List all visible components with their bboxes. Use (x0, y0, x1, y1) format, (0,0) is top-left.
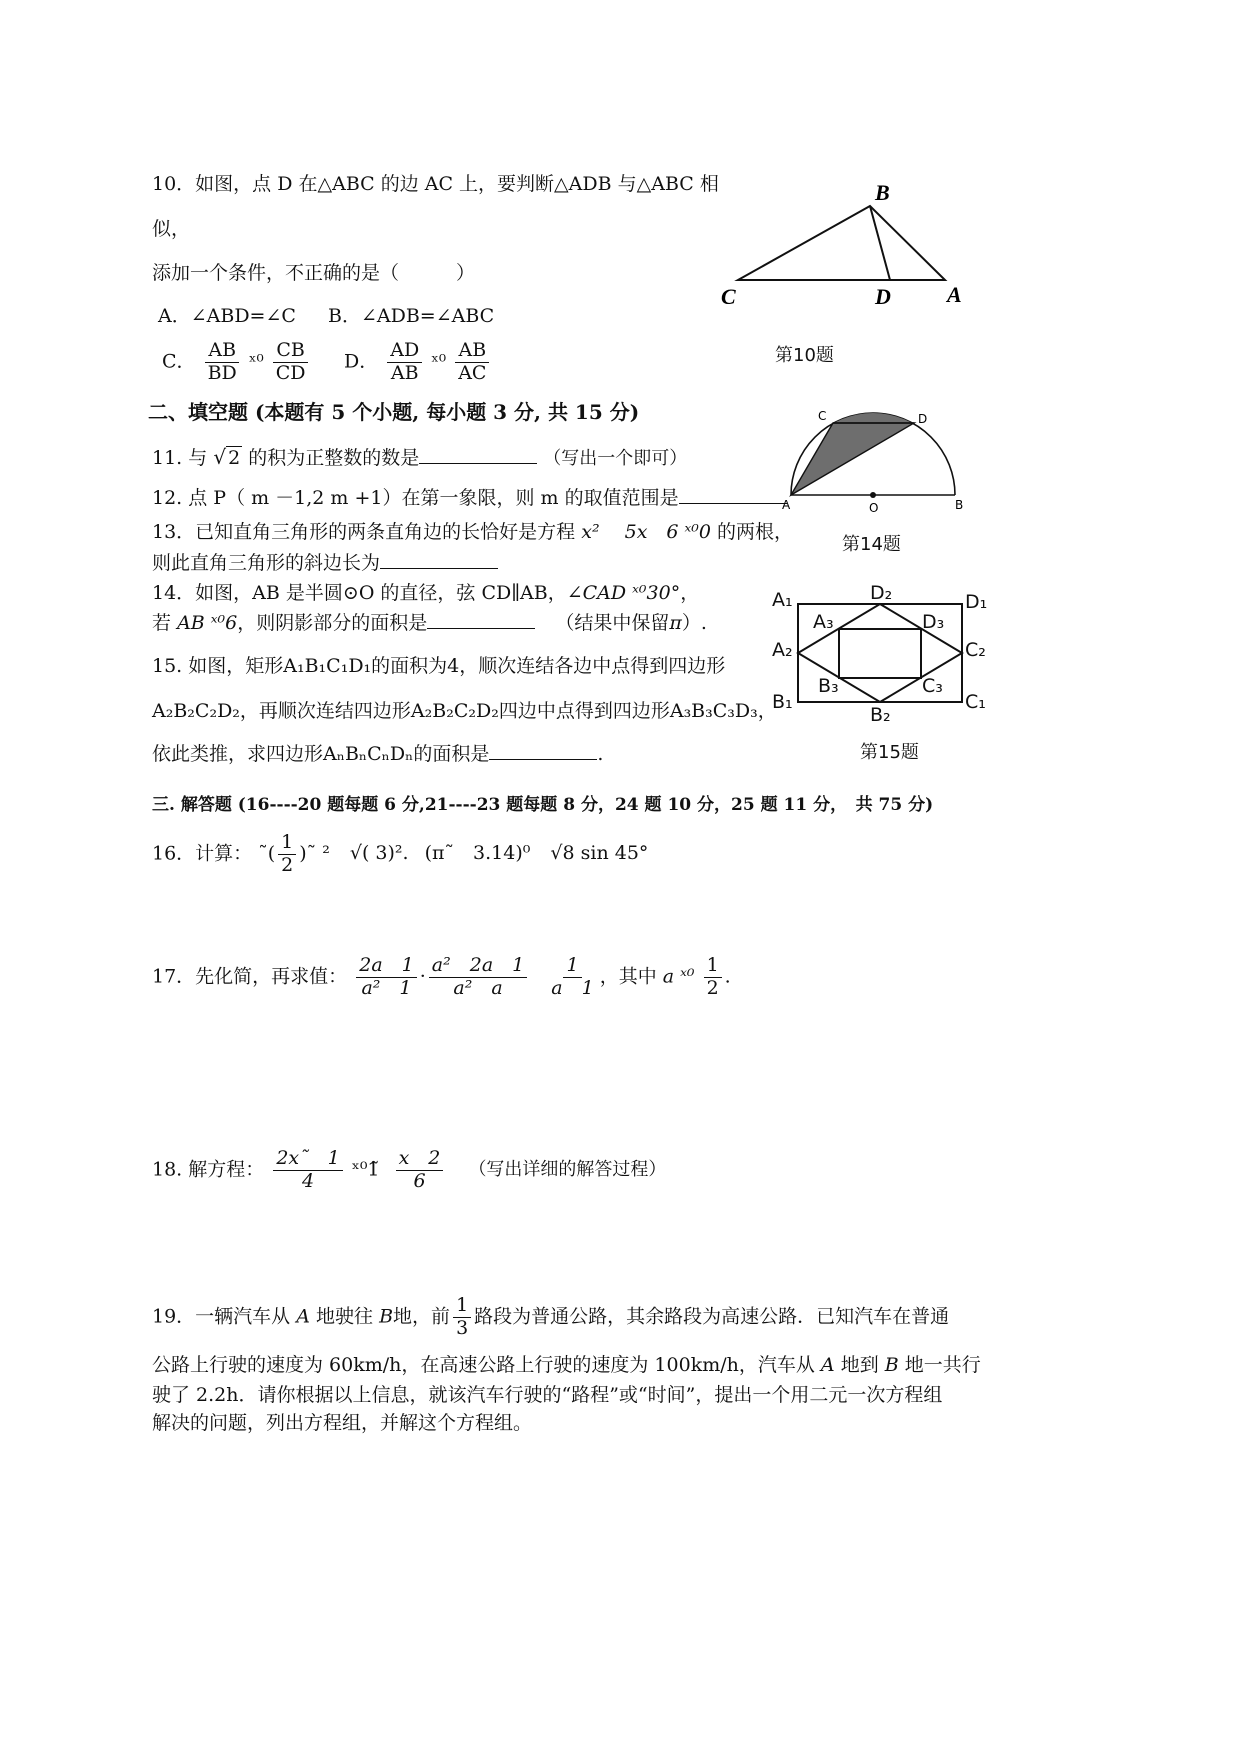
q17 (152, 955, 731, 1000)
label-a: A (782, 498, 791, 512)
q19-line3: 驶了 2.2h．请你根据以上信息，就该汽车行驶的“路程”或“时间”，提出一个用二元一次方程组 (152, 1384, 943, 1406)
label-b: B (875, 180, 890, 205)
q19-text-6: 地到 (840, 1354, 879, 1376)
q10-option-a: A．∠ABD=∠C (158, 305, 296, 327)
fraction: $\frac{1}{a 1}$ (551, 954, 594, 999)
label-d: D (918, 412, 928, 426)
q11: 11. 与 √ 2 的积为正整数的数是 （写出一个即可） (152, 445, 688, 469)
q19-line4: 解决的问题，列出方程组，并解这个方程组。 (152, 1412, 533, 1434)
q10-caption: 第10题 (775, 345, 834, 366)
q16-term-b: )˜ ² (299, 842, 330, 865)
section-3-title: 三. 解答题 (16----20 题每题 6 分,21----23 题每题 8 分，24 题 10 分，25 题 11 分， 共 75 分) (152, 795, 934, 815)
q14-line1 (152, 582, 699, 606)
q13-line2-text: 则此直角三角形的斜边长为 (152, 552, 381, 574)
q18-mid: ˣ⁰1̃ (351, 1158, 380, 1181)
q13-line1 (152, 521, 793, 545)
fraction: $\frac{AB}{BD}$ (205, 340, 240, 385)
q16 (152, 832, 648, 877)
q18-label: 18. 解方程： (152, 1158, 265, 1181)
fraction: $\frac{1}{2}$ (278, 832, 296, 877)
q10-option-b: B．∠ADB=∠ABC (328, 305, 495, 327)
q16-term-d: (π˜ 3.14)⁰ (424, 842, 531, 865)
q10-line3: 添加一个条件，不正确的是（ ） (152, 262, 476, 284)
q19-text-5: 公路上行驶的速度为 60km/h，在高速公路上行驶的速度为 100km/h，汽车从 (152, 1354, 815, 1376)
q14-semicircle-figure (778, 402, 968, 517)
q13-equation: x² 5x 6 ˣ⁰0 (581, 521, 711, 543)
section-2-title: 二、填空题 (本题有 5 个小题, 每小题 3 分, 共 15 分) (148, 400, 640, 424)
fraction: $\frac{CB}{CD}$ (273, 340, 309, 385)
q14-angle: ∠CAD ˣ⁰30° (566, 582, 681, 604)
answer-blank[interactable] (427, 612, 535, 629)
answer-blank[interactable] (380, 552, 498, 569)
q13-text: 13．已知直角三角形的两条直角边的长恰好是方程 (152, 521, 576, 543)
q19-line2 (152, 1354, 981, 1378)
q10-option-c-label: C． (162, 350, 196, 373)
fraction: $\frac{2x˜ 1}{4}$ (273, 1148, 342, 1193)
label-a: A (947, 282, 962, 307)
label-c: C (818, 409, 827, 423)
comma: ， (680, 582, 700, 604)
q18 (152, 1148, 666, 1193)
pi-symbol: π (669, 612, 682, 634)
var-b: B (379, 1305, 394, 1328)
q16-term-e: √8 sin 45° (550, 842, 649, 865)
q10-option-c (162, 340, 312, 385)
var-a: A (296, 1305, 310, 1328)
q15-line1: 15. 如图，矩形A₁B₁C₁D₁的面积为4，顺次连结各边中点得到四边形 (152, 655, 726, 677)
q17-mid: ，其中 (599, 965, 657, 988)
answer-blank[interactable] (419, 447, 537, 464)
q14-line2 (152, 612, 707, 636)
q11-radicand: 2 (228, 447, 241, 469)
q18-tail: （写出详细的解答过程） (468, 1159, 667, 1181)
q14-note-end: ）. (681, 612, 707, 634)
equals-symbol: ˣ⁰ (248, 351, 264, 373)
answer-blank[interactable] (489, 743, 597, 760)
dot-operator: · (419, 965, 426, 988)
q16-term-a: ˜( (258, 842, 276, 865)
fraction: $\frac{AD}{AB}$ (387, 340, 422, 385)
label-d: D (875, 284, 891, 309)
q19-text-2: 地驶往 (316, 1305, 374, 1328)
fraction: $\frac{1}{3}$ (453, 1295, 471, 1340)
q12 (152, 487, 787, 511)
q15-rectangles-figure (768, 580, 996, 730)
fraction: $\frac{x 2}{6}$ (396, 1148, 444, 1193)
q19-text-3: 地，前 (393, 1305, 451, 1328)
equals-symbol: ˣ⁰ (431, 351, 447, 373)
q10-triangle-figure (715, 170, 985, 320)
q10-line1: 10．如图，点 D 在△ABC 的边 AC 上，要判断△ADB 与△ABC 相 (152, 173, 719, 195)
label-a1: A₁ (772, 589, 793, 611)
label-c3: C₃ (922, 675, 943, 697)
period: . (597, 743, 604, 765)
label-o: O (869, 501, 879, 515)
label-c: C (721, 284, 736, 309)
label-a2: A₂ (772, 639, 793, 661)
label-d1: D₁ (965, 591, 988, 613)
q10-option-d (344, 340, 492, 385)
q17-variable: a ˣ⁰ (662, 965, 695, 988)
q19-line1 (152, 1295, 949, 1340)
q15-text: 依此类推，求四边形AₙBₙCₙDₙ的面积是 (152, 743, 490, 765)
q14-ab-value: AB ˣ⁰6 (177, 612, 238, 634)
q13-line2 (152, 552, 498, 576)
fraction: $\frac{1}{2}$ (704, 955, 722, 1000)
fraction: $\frac{AB}{AC}$ (455, 340, 489, 385)
period: . (724, 965, 731, 988)
label-b: B (955, 498, 964, 512)
label-b3: B₃ (818, 675, 839, 697)
q11-post: 的积为正整数的数是 (248, 447, 420, 469)
var-b: B (884, 1354, 899, 1376)
q11-tail: （写出一个即可） (543, 448, 688, 469)
q14-text2: ，则阴影部分的面积是 (237, 612, 428, 634)
q13-tail: 的两根， (717, 521, 794, 543)
q14-caption: 第14题 (842, 534, 901, 555)
q19-text-7: 地一共行 (904, 1354, 981, 1376)
q16-label: 16．计算： (152, 842, 253, 865)
q12-text: 12. 点 P（ m －1,2 m +1）在第一象限，则 m 的取值范围是 (152, 487, 679, 509)
q10-line2: 似， (152, 218, 191, 240)
label-c2: C₂ (965, 639, 986, 661)
q15-line3 (152, 743, 603, 767)
q15-caption: 第15题 (860, 742, 919, 763)
label-d2: D₂ (870, 582, 893, 604)
q19-text-1: 19．一辆汽车从 (152, 1305, 291, 1328)
q14-if: 若 (152, 612, 172, 634)
q10-option-d-label: D． (344, 350, 379, 373)
q15-line2: A₂B₂C₂D₂，再顺次连结四边形A₂B₂C₂D₂四边中点得到四边形A₃B₃C₃D₃， (152, 700, 777, 722)
label-d3: D₃ (922, 611, 945, 633)
label-a3: A₃ (813, 611, 834, 633)
q16-term-c: √( 3)². (349, 842, 409, 865)
q19-text-4: 路段为普通公路，其余路段为高速公路．已知汽车在普通 (474, 1305, 950, 1328)
label-b2: B₂ (870, 704, 891, 726)
answer-blank[interactable] (679, 487, 787, 504)
q17-label: 17．先化简，再求值： (152, 965, 348, 988)
q14-text: 14．如图，AB 是半圆⊙O 的直径，弦 CD∥AB， (152, 582, 567, 604)
q11-pre: 11. 与 (152, 447, 208, 469)
var-a: A (820, 1354, 835, 1376)
label-c1: C₁ (965, 691, 986, 713)
label-b1: B₁ (772, 691, 793, 713)
fraction: $\frac{2a 1}{\text{a² 1}}$ (356, 955, 417, 1000)
q14-note: （结果中保留 (555, 612, 670, 634)
fraction: $\frac{\text{a² 2a 1}}{\text{a² a}}$ (429, 955, 527, 1000)
